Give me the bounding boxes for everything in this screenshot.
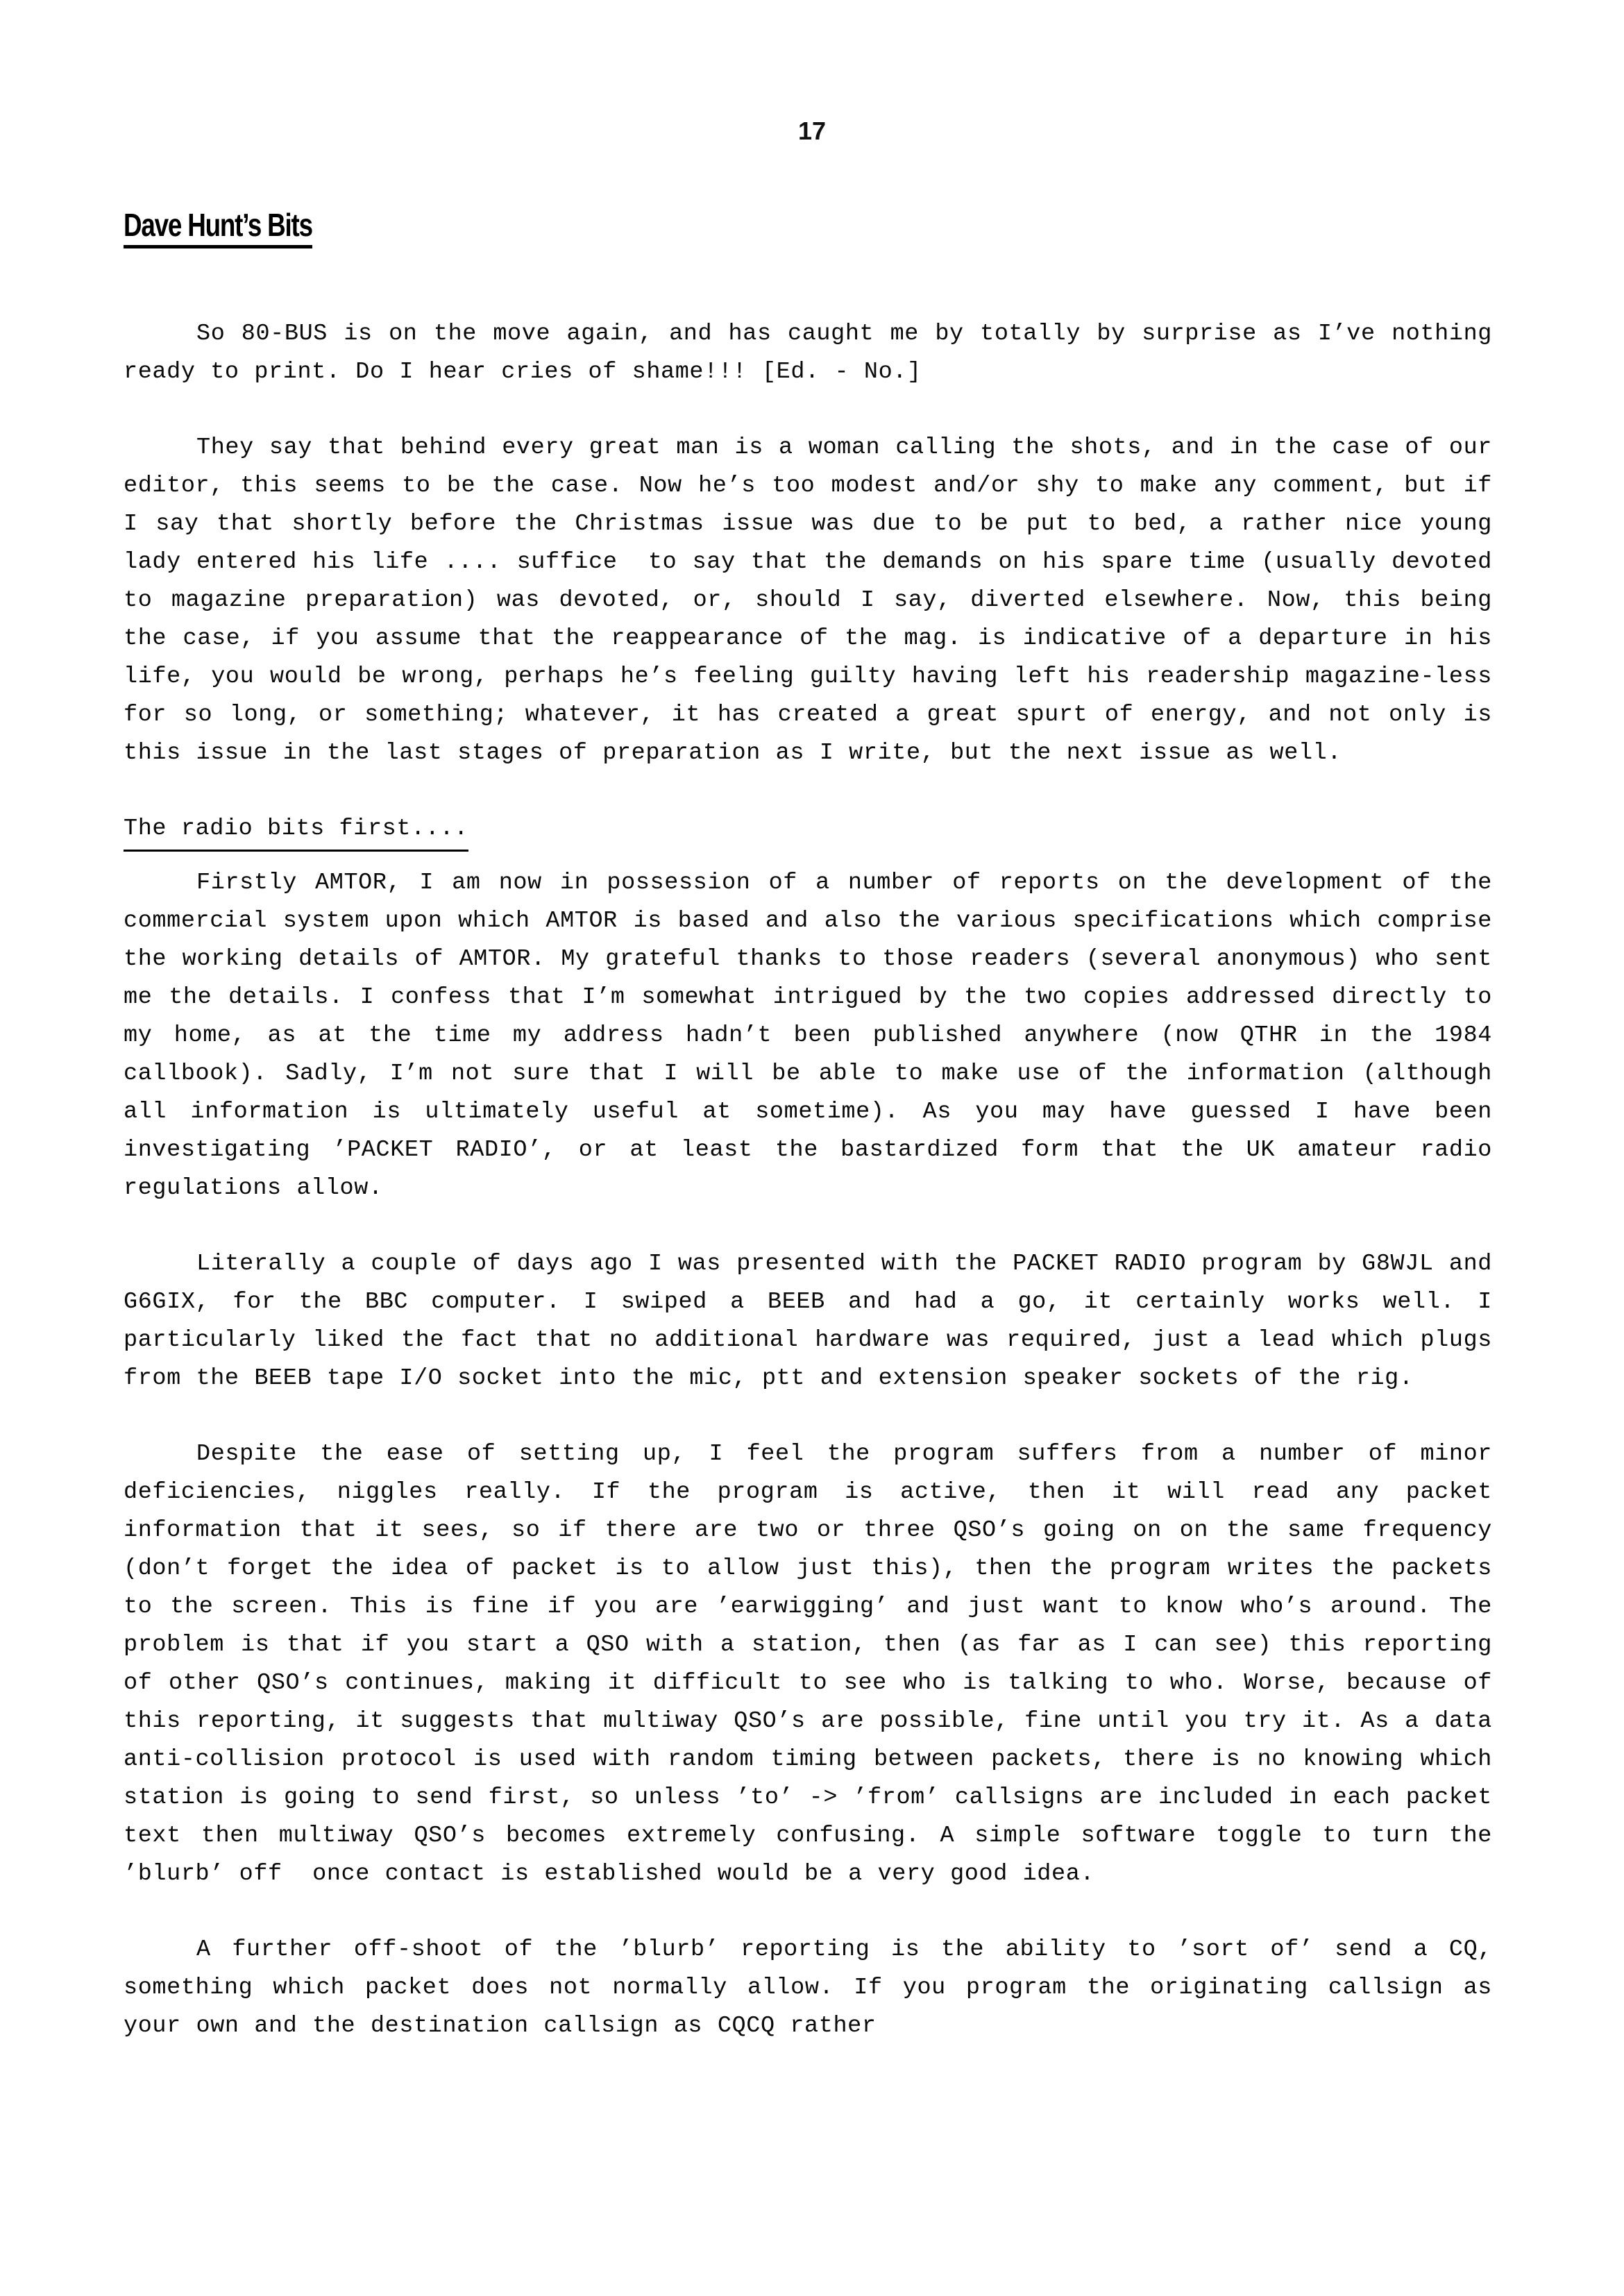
paragraph-intro (124, 315, 1507, 391)
article-heading: Dave Hunt’s Bits (124, 208, 312, 248)
paragraph-text: Firstly AMTOR, I am now in possession of a number of reports on the development of the commercial system upon which AMTOR is based and also the various specifications which comprise the working details of AMTOR. My grateful thanks to those readers (several anonymous) who sent me the details. I confess that I’m somewhat intrigued by the two copies addressed directly to my home, as at the time my address hadn’t been published anywhere (now QTHR in the 1984 callbook). Sadly, I’m not sure that I will be able to make use of the information (although all information is ultimately useful at sometime). As you may have guessed I have been investigating ’PACKET RADIO’, or at least the bastardized form that the UK amateur radio regulations allow. (124, 870, 1507, 1202)
paragraph-deficiencies (124, 1435, 1507, 1893)
paragraph-packet-radio-program (124, 1245, 1507, 1398)
paragraph-text: Despite the ease of setting up, I feel the program suffers from a number of minor deficiencies, niggles really. If the program is active, then it will read any packet information that it sees, so if there are two or three QSO’s going on on the same frequency (don’t forget the idea of packet is to allow just this), then the program writes the packets to the screen. This is fine if you are ’earwigging’ and just want to know who’s around. The problem is that if you start a QSO with a station, then (as far as I can see) this reporting of other QSO’s continues, making it difficult to see who is talking to who. Worse, because of this reporting, it suggests that multiway QSO’s are possible, fine until you try it. As a data anti-collision protocol is used with random timing between packets, there is no knowing which station is going to send first, so unless ’to’ -> ’from’ callsigns are included in each packet text then multiway QSO’s becomes extremely confusing. A simple software toggle to turn the ’blurb’ off once contact is established would be a very good idea. (124, 1441, 1507, 1888)
paragraph-text: A further off-shoot of the ’blurb’ reporting is the ability to ’sort of’ send a CQ, something which packet does not normally allow. If you program the originating callsign as your own and the destination callsign as CQCQ rather (124, 1936, 1507, 2040)
paragraph-text: Literally a couple of days ago I was presented with the PACKET RADIO program by G8WJL and G6GIX, for the BBC computer. I swiped a BEEB and had a go, it certainly works well. I particularly liked the fact that no additional hardware was required, just a lead which plugs from the BEEB tape I/O socket into the mic, ptt and extension speaker sockets of the rig. (124, 1251, 1507, 1392)
subheading-radio-bits: The radio bits first.... (124, 810, 468, 852)
paragraph-amtor (124, 864, 1507, 1208)
paragraph-text: So 80-BUS is on the move again, and has caught me by totally by surprise as I’ve nothing ready to print. Do I hear cries of shame!!! [Ed. - No.] (124, 321, 1507, 386)
paragraph-text: They say that behind every great man is a woman calling the shots, and in the case of our editor, this seems to be the case. Now he’s too modest and/or shy to make any comment, but if I say that shortly before the Christmas issue was due to be put to bed, a rather nice young lady entered his life .... suffice to say that the demands on his spare time (usually devoted to magazine preparation) was devoted, or, should I say, diverted elsewhere. Now, this being the case, if you assume that the reappearance of the mag. is indicative of a departure in his life, you would be wrong, perhaps he’s feeling guilty having left his readership magazine-less for so long, or something; whatever, it has created a great spurt of energy, and not only is this issue in the last stages of preparation as I write, but the next issue as well. (124, 434, 1507, 767)
page-number: 17 (797, 117, 827, 145)
article-column (124, 207, 1507, 2083)
paragraph-editor-story (124, 429, 1507, 773)
paragraph-cq-offshoot (124, 1931, 1507, 2045)
